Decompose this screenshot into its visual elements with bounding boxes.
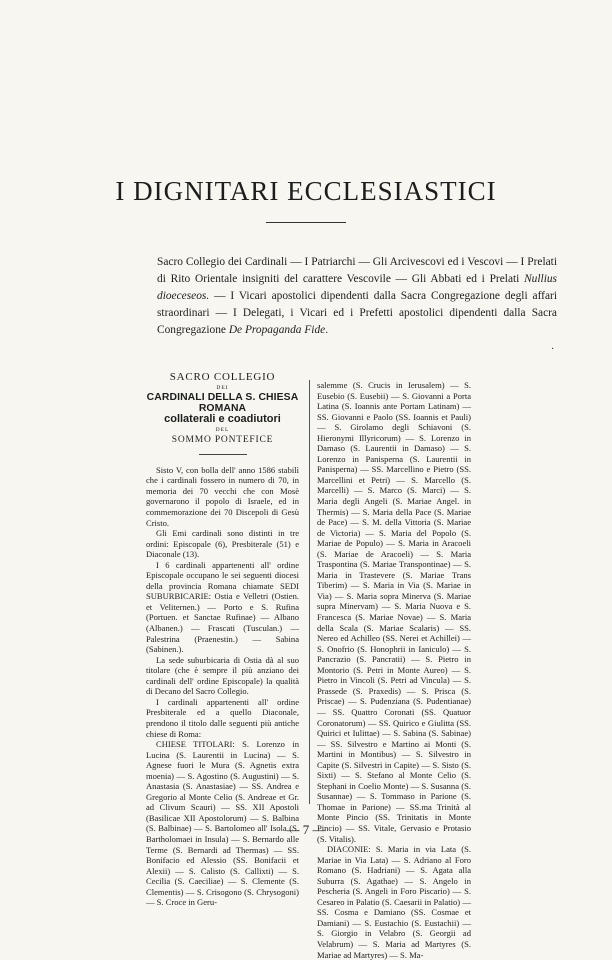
intro-text-end: . (325, 324, 329, 336)
intro-text-1: Sacro Collegio dei Cardinali — I Patriarchi — Gli Arcivescovi ed i Vescovi — I Prelati di Rito Orientale insigniti del carattere Vescovile — Gli Abbati ed i Prelati (157, 256, 557, 285)
intro-paragraph (157, 254, 557, 339)
intro-text-2: — I Vicari apostolici dipendenti dalla Sacra Congregazione degli affari straordinari — I Delegati, i Vicari ed i Prefetti apostolici dipendenti dalla Sacra Congregazione (157, 290, 557, 336)
heading-cardinali: CARDINALI DELLA S. CHIESA ROMANA (146, 392, 299, 414)
paragraph: salemme (S. Crucis in Ierusalem) — S. Eusebio (S. Eusebii) — S. Giovanni a Porta Latina (S. Ioannis ante Portam Latinam) — SS. Giovanni e Paolo (SS. Ioannis et Pauli) — S. Girolamo degli Schiavoni (S. Hieronymi Illyricorum) — S. Lorenzo in Damaso (S. Laurentii in Damaso) — S. Lorenzo in Panisperna (S. Laurentii in Panisperna) — SS. Marcellino e Pietro (SS. Marcellini et Petri) — S. Marcello (S. Marcelli) — S. Marco (S. Marci) — S. Maria degli Angeli (S. Mariae Angel. in Thermis) — S. Maria della Pace (S. Mariae de Pace) — S. M. della Vittoria (S. Mariae de Victoria) — S. Maria del Popolo (S. Mariae de Populo) — S. Maria in Aracoeli (S. Mariae de Aracoeli) — S. Maria Traspontina (S. Mariae Transpontinae) — S. Maria in Trastevere (S. Mariae Trans Tiberim) — S. Maria in Via (S. Mariae in Via) — S. Maria sopra Minerva (S. Mariae supra Minervam) — S. Maria Nuova e S. Francesca (S. Mariae Novae) — S. Maria della Scala (S. Mariae Scalaris) — SS. Nereo ed Achilleo (SS. Nerei et Achillei) — S. Onofrio (S. Honophrii in Ianiculo) — S. Pancrazio (S. Pancratii) — S. Pietro in Montorio (S. Petri in Monte Aureo) — S. Pietro in Vincoli (S. Petri ad Vincula) — S. Prassede (S. Praxedis) — S. Prisca (S. Priscae) — S. Pudenziana (S. Pudentianae) — SS. Quattro Coronati (SS. Quatuor Coronatorum) — SS. Quirico e Giulitta (SS. Quirici et Iulittae) — S. Sabina (S. Sabinae) — SS. Silvestro e Martino ai Monti (S. Martini in Montibus) — S. Silvestro in Capite (S. Silvestri in Capite) — S. Sisto (S. Sixti) — S. Stefano al Monte Celio (S. Stephani in Coelio Monte) — S. Susanna (S. Susannae) — S. Tommaso in Parione (S. Thomae in Parione) — SS.ma Trinità al Monte Pincio (SS. Trinitatis in Monte Pincio) — SS. Vitale, Gervasio e Protasio (S. Vitalis). (317, 380, 471, 844)
heading-rule (199, 454, 247, 455)
heading-del: DEL (215, 426, 230, 433)
stray-dot: · (551, 344, 555, 355)
paragraph: Sisto V, con bolla dell' anno 1586 stabilì che i cardinali fossero in numero di 70, in memoria dei 70 vecchi che con Mosè governarono il popolo di Israele, ed in commemorazione dei 70 Discepoli di Gesù Cristo. (146, 464, 299, 528)
paragraph: I cardinali appartenenti all' ordine Presbiterale ed a quello Diaconale, prendono il titolo dalle seguenti più antiche chiese di Roma: (146, 696, 299, 739)
paragraph: DIACONIE: S. Maria in via Lata (S. Mariae in Via Lata) — S. Adriano al Foro Romano (S. Hadriani) — S. Agata alla Suburra (S. Agathae) — S. Angelo in Pescheria (S. Angeli in Foro Piscario) — S. Cesareo in Palatio (S. Caesarii in Palatio) — SS. Cosma e Damiano (SS. Cosmae et Damiani) — S. Eustachio (S. Eustachii) — S. Giorgio in Velabro (S. Georgii ad Velabrum) — S. Maria ad Martyres (S. Mariae ad Martyres) — S. Ma- (317, 844, 471, 960)
intro-italic-2: De Propaganda Fide (228, 324, 326, 336)
paragraph: I 6 cardinali appartenenti all' ordine Episcopale occupano le sei seguenti diocesi della provincia Romana chiamate SEDI SUBURBICARIE: Ostia e Velletri (Ostien. et Veliternen.) — Porto e S. Rufina (Portuen. et Sanctae Rufinae) — Albano (Albanen.) — Frascati (Tusculan.) — Palestrina (Praenestin.) — Sabina (Sabinen.). (146, 559, 299, 655)
paragraph: La sede suburbicaria di Ostia dà al suo titolare (che è sempre il più anziano dei cardinali dell' ordine Episcopale) la qualità di Decano del Sacro Collegio. (146, 654, 299, 697)
page-title: I DIGNITARI ECCLESIASTICI (115, 176, 497, 206)
intro-italic-1: Nullius dioeceseos. (157, 273, 557, 302)
page-number: — 7 — (286, 822, 326, 837)
title-rule (266, 222, 346, 223)
heading-collaterali: collaterali e coadiutori (164, 413, 281, 426)
heading-sommo-pontefice: SOMMO PONTEFICE (171, 435, 274, 446)
right-column (317, 380, 471, 960)
heading-sacro-collegio: SACRO COLLEGIO (169, 371, 276, 383)
paragraph: Gli Emi cardinali sono distinti in tre ordini: Episcopale (6), Presbiterale (51) e Diaconale (13). (146, 528, 299, 560)
paragraph: CHIESE TITOLARI: S. Lorenzo in Lucina (S. Laurentii in Lucina) — S. Agnese fuori le Mura (S. Agnetis extra moenia) — S. Agostino (S. Augustini) — S. Anastasia (S. Anastasiae) — SS. Andrea e Gregorio al Monte Celio (S. Andreae et Gr. ad Clivum Scauri) — SS. XII Apostoli (Basilicae XII Apostolorum) — S. Balbina (S. Balbinae) — S. Bartolomeo all' Isola (S. Bartholomaei in Insula) — S. Bernardo alle Terme (S. Bernardi ad Thermas) — SS. Bonifacio ed Alessio (SS. Bonifacii et Alexii) — S. Calisto (S. Callixti) — S. Cecilia (S. Caeciliae) — S. Clemente (S. Clementis) — S. Crisogono (S. Chrysogoni) — S. Croce in Geru- (146, 739, 299, 908)
column-divider (309, 380, 310, 804)
heading-dei: DEI (216, 384, 229, 391)
